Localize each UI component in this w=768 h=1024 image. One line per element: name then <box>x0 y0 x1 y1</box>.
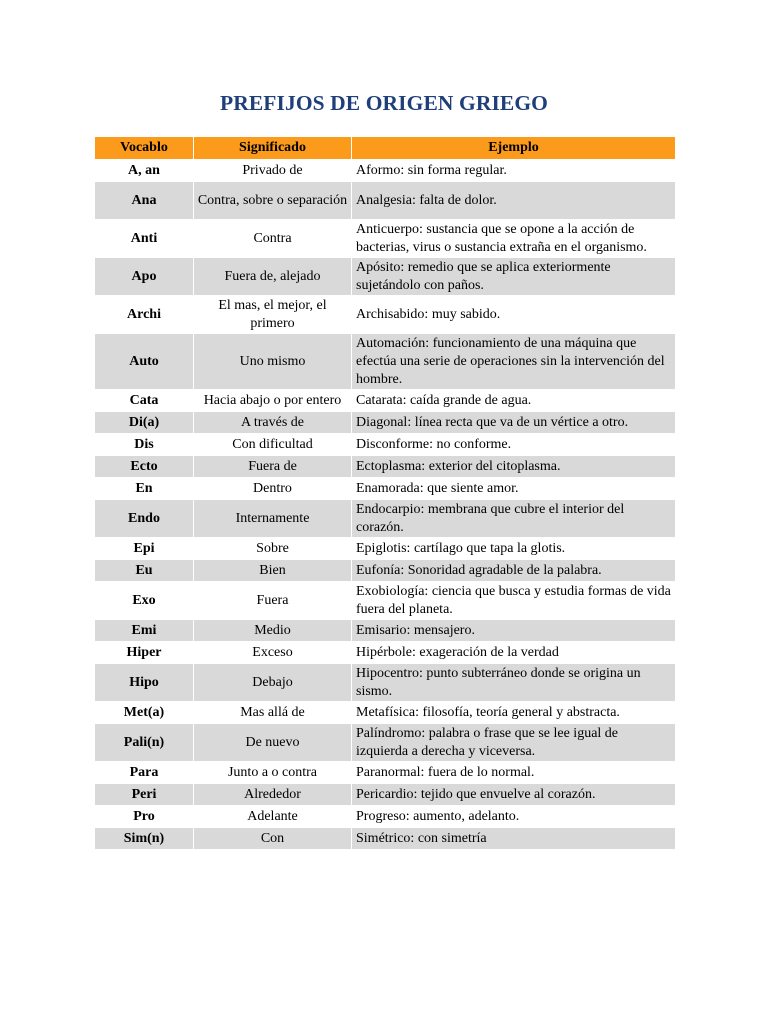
table-row <box>95 642 675 664</box>
significado-cell: Mas allá de <box>194 702 352 724</box>
ejemplo-cell: Hipérbole: exageración de la verdad <box>352 642 675 664</box>
significado-cell: Debajo <box>194 664 352 702</box>
vocablo-cell: Ana <box>95 182 194 220</box>
significado-cell: Con <box>194 828 352 850</box>
significado-cell: Exceso <box>194 642 352 664</box>
vocablo-cell: Epi <box>95 538 194 560</box>
vocablo-cell: Endo <box>95 500 194 538</box>
significado-cell: Contra, sobre o separación <box>194 182 352 220</box>
ejemplo-cell: Paranormal: fuera de lo normal. <box>352 762 675 784</box>
column-header-ejemplo: Ejemplo <box>352 137 675 160</box>
significado-cell: Bien <box>194 560 352 582</box>
vocablo-cell: Apo <box>95 258 194 296</box>
vocablo-cell: Hiper <box>95 642 194 664</box>
vocablo-cell: Sim(n) <box>95 828 194 850</box>
significado-cell: A través de <box>194 412 352 434</box>
vocablo-cell: Anti <box>95 220 194 258</box>
table-row <box>95 538 675 560</box>
header-row <box>95 137 675 160</box>
vocablo-cell: Ecto <box>95 456 194 478</box>
table-row <box>95 582 675 620</box>
ejemplo-cell: Epiglotis: cartílago que tapa la glotis. <box>352 538 675 560</box>
table-row <box>95 560 675 582</box>
ejemplo-cell: Disconforme: no conforme. <box>352 434 675 456</box>
table-header <box>95 137 675 160</box>
significado-cell: Medio <box>194 620 352 642</box>
ejemplo-cell: Anticuerpo: sustancia que se opone a la acción de bacterias, virus o sustancia extraña en el organismo. <box>352 220 675 258</box>
ejemplo-cell: Exobiología: ciencia que busca y estudia formas de vida fuera del planeta. <box>352 582 675 620</box>
ejemplo-cell: Pericardio: tejido que envuelve al corazón. <box>352 784 675 806</box>
significado-cell: Uno mismo <box>194 334 352 390</box>
vocablo-cell: Pali(n) <box>95 724 194 762</box>
ejemplo-cell: Enamorada: que siente amor. <box>352 478 675 500</box>
vocablo-cell: Hipo <box>95 664 194 702</box>
vocablo-cell: En <box>95 478 194 500</box>
significado-cell: Fuera de, alejado <box>194 258 352 296</box>
vocablo-cell: Met(a) <box>95 702 194 724</box>
ejemplo-cell: Simétrico: con simetría <box>352 828 675 850</box>
ejemplo-cell: Diagonal: línea recta que va de un vértice a otro. <box>352 412 675 434</box>
ejemplo-cell: Archisabido: muy sabido. <box>352 296 675 334</box>
ejemplo-cell: Ectoplasma: exterior del citoplasma. <box>352 456 675 478</box>
significado-cell: Fuera de <box>194 456 352 478</box>
table-row <box>95 724 675 762</box>
ejemplo-cell: Automación: funcionamiento de una máquina que efectúa una serie de operaciones sin la intervención del hombre. <box>352 334 675 390</box>
ejemplo-cell: Apósito: remedio que se aplica exteriormente sujetándolo con paños. <box>352 258 675 296</box>
significado-cell: Sobre <box>194 538 352 560</box>
vocablo-cell: Di(a) <box>95 412 194 434</box>
ejemplo-cell: Aformo: sin forma regular. <box>352 160 675 182</box>
ejemplo-cell: Palíndromo: palabra o frase que se lee igual de izquierda a derecha y viceversa. <box>352 724 675 762</box>
table-row <box>95 702 675 724</box>
table-row <box>95 456 675 478</box>
ejemplo-cell: Catarata: caída grande de agua. <box>352 390 675 412</box>
significado-cell: Internamente <box>194 500 352 538</box>
table-row <box>95 664 675 702</box>
vocablo-cell: Auto <box>95 334 194 390</box>
vocablo-cell: Peri <box>95 784 194 806</box>
ejemplo-cell: Hipocentro: punto subterráneo donde se origina un sismo. <box>352 664 675 702</box>
significado-cell: Privado de <box>194 160 352 182</box>
vocablo-cell: Cata <box>95 390 194 412</box>
table-row <box>95 806 675 828</box>
table-body <box>95 160 675 850</box>
table-row <box>95 478 675 500</box>
ejemplo-cell: Progreso: aumento, adelanto. <box>352 806 675 828</box>
significado-cell: Adelante <box>194 806 352 828</box>
table-row <box>95 220 675 258</box>
significado-cell: Fuera <box>194 582 352 620</box>
vocablo-cell: Archi <box>95 296 194 334</box>
table-row <box>95 784 675 806</box>
vocablo-cell: Emi <box>95 620 194 642</box>
vocablo-cell: Eu <box>95 560 194 582</box>
table-row <box>95 828 675 850</box>
ejemplo-cell: Eufonía: Sonoridad agradable de la palabra. <box>352 560 675 582</box>
vocablo-cell: Para <box>95 762 194 784</box>
table-row <box>95 620 675 642</box>
table-row <box>95 500 675 538</box>
column-header-significado: Significado <box>194 137 352 160</box>
ejemplo-cell: Analgesia: falta de dolor. <box>352 182 675 220</box>
significado-cell: Contra <box>194 220 352 258</box>
significado-cell: Dentro <box>194 478 352 500</box>
ejemplo-cell: Metafísica: filosofía, teoría general y abstracta. <box>352 702 675 724</box>
vocablo-cell: Dis <box>95 434 194 456</box>
table-row <box>95 258 675 296</box>
significado-cell: Hacia abajo o por entero <box>194 390 352 412</box>
table-row <box>95 160 675 182</box>
prefix-table <box>95 137 675 850</box>
ejemplo-cell: Endocarpio: membrana que cubre el interior del corazón. <box>352 500 675 538</box>
significado-cell: Alrededor <box>194 784 352 806</box>
table-row <box>95 412 675 434</box>
table-row <box>95 390 675 412</box>
vocablo-cell: Exo <box>95 582 194 620</box>
vocablo-cell: A, an <box>95 160 194 182</box>
ejemplo-cell: Emisario: mensajero. <box>352 620 675 642</box>
vocablo-cell: Pro <box>95 806 194 828</box>
page-title: PREFIJOS DE ORIGEN GRIEGO <box>219 91 549 115</box>
significado-cell: El mas, el mejor, el primero <box>194 296 352 334</box>
table-row <box>95 182 675 220</box>
column-header-vocablo: Vocablo <box>95 137 194 160</box>
table-row <box>95 762 675 784</box>
table-row <box>95 296 675 334</box>
table-row <box>95 334 675 390</box>
significado-cell: Con dificultad <box>194 434 352 456</box>
significado-cell: De nuevo <box>194 724 352 762</box>
table-row <box>95 434 675 456</box>
significado-cell: Junto a o contra <box>194 762 352 784</box>
